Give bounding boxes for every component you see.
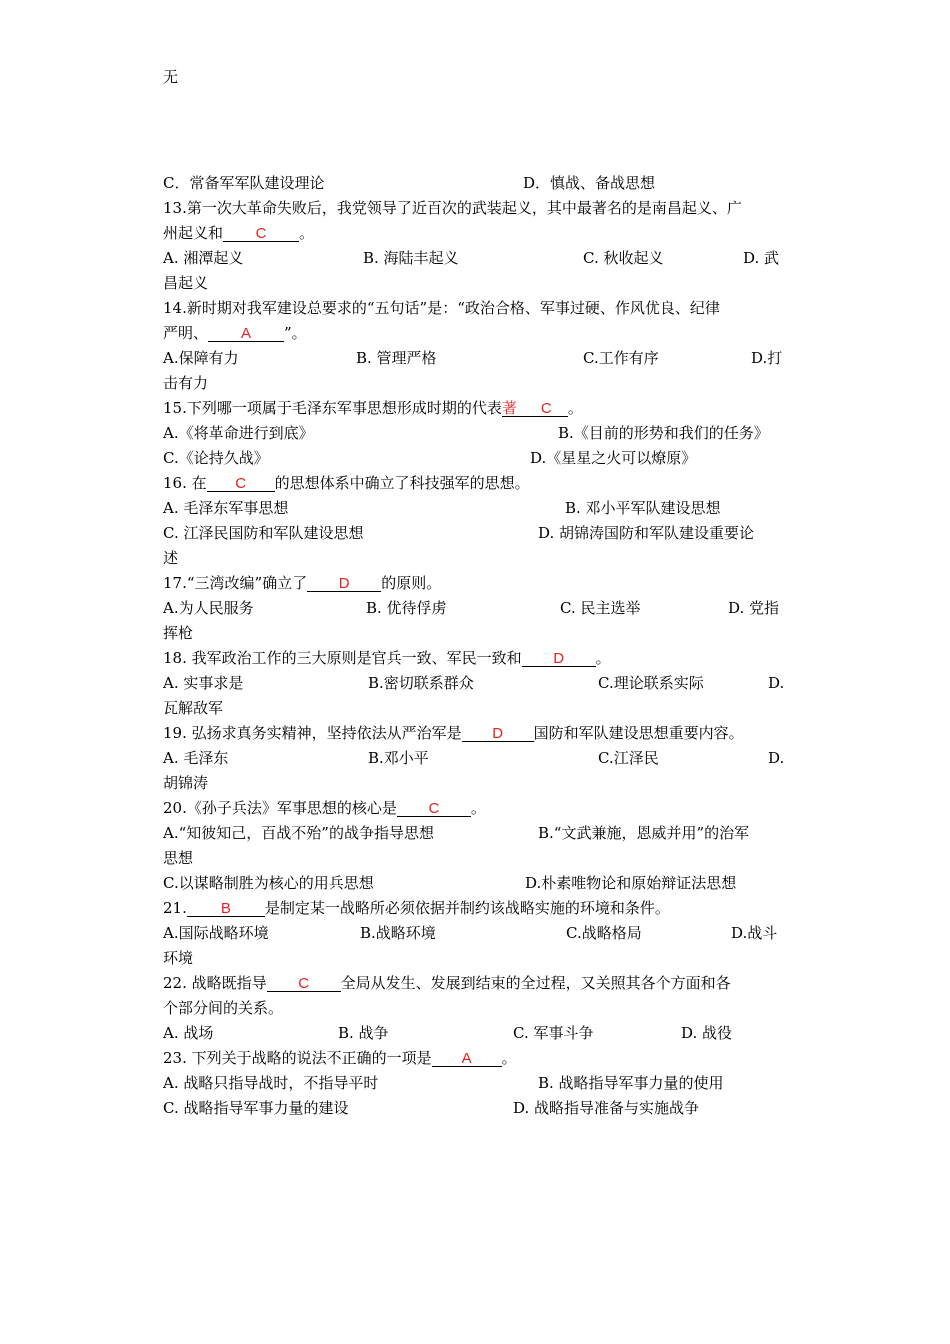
- top-fragment: 无: [163, 68, 179, 86]
- q23-option-b: B. 战略指导军事力量的使用: [538, 1074, 724, 1092]
- q17-option-c: C. 民主选举: [560, 599, 641, 617]
- q18-option-b: B.密切联系群众: [368, 674, 474, 692]
- q14-stem-line2: 严明、 A ”。: [163, 324, 307, 342]
- q20-option-b-wrap: 思想: [163, 849, 194, 867]
- q14-option-c: C.工作有序: [583, 349, 659, 367]
- q20-answer: C: [428, 800, 440, 817]
- answer-blank: [502, 398, 568, 417]
- q15-option-c: C.《论持久战》: [163, 449, 269, 467]
- q22-option-b: B. 战争: [338, 1024, 389, 1042]
- q22-stem-line1: 22. 战略既指导 C 全局从发生、发展到结束的全过程，又关照其各个方面和各: [163, 974, 731, 992]
- q14-answer: A: [241, 325, 252, 342]
- q22-option-d: D. 战役: [681, 1024, 733, 1042]
- answer-blank: [522, 648, 596, 667]
- q16-option-d-wrap: 述: [163, 549, 179, 567]
- q17-option-a: A.为人民服务: [163, 599, 254, 617]
- q23-options-row2: [163, 1098, 700, 1118]
- answer-blank: [223, 223, 299, 242]
- q23-stem: 23. 下列关于战略的说法不正确的一项是 A 。: [163, 1049, 517, 1067]
- q18-options: [163, 673, 785, 693]
- q13-stem-line1: 13.第一次大革命失败后，我党领导了近百次的武装起义，其中最著名的是南昌起义、广: [163, 199, 742, 217]
- q20-option-d: D.朴素唯物论和原始辩证法思想: [525, 874, 737, 892]
- q21-option-c: C.战略格局: [566, 924, 642, 942]
- q18-option-c: C.理论联系实际: [598, 674, 704, 692]
- q20-stem: 20.《孙子兵法》军事思想的核心是 C 。: [163, 799, 486, 817]
- q15-option-b: B.《目前的形势和我们的任务》: [558, 424, 769, 442]
- q13-option-d: D. 武: [743, 249, 780, 267]
- q14-option-d-wrap: 击有力: [163, 374, 209, 392]
- q19-stem: 19. 弘扬求真务实精神，坚持依法从严治军是 D 国防和军队建设思想重要内容。: [163, 724, 744, 742]
- q19-option-d: D.: [768, 749, 785, 767]
- q16-answer: C: [235, 475, 247, 492]
- q20-options-row2: [163, 873, 737, 893]
- q20-options-row1: [163, 823, 750, 843]
- q13-options: [163, 248, 780, 268]
- q19-option-b: B.邓小平: [368, 749, 429, 767]
- q15-stem: 15.下列哪一项属于毛泽东军事思想形成时期的代表著 C 。: [163, 399, 583, 417]
- answer-blank: [462, 723, 534, 742]
- q16-options-row1: [163, 498, 721, 518]
- q17-options: [163, 598, 780, 618]
- q17-answer: D: [338, 575, 350, 592]
- q23-option-c: C. 战略指导军事力量的建设: [163, 1099, 349, 1117]
- q13-option-b: B. 海陆丰起义: [363, 249, 459, 267]
- q17-option-b: B. 优待俘虏: [366, 599, 447, 617]
- q21-stem: 21. B 是制定某一战略所必须依据并制约该战略实施的环境和条件。: [163, 899, 670, 917]
- answer-blank: [187, 898, 265, 917]
- q16-stem: 16. 在 C 的思想体系中确立了科技强军的思想。: [163, 474, 530, 492]
- q14-option-a: A.保障有力: [163, 349, 239, 367]
- q22-option-a: A. 战场: [163, 1024, 214, 1042]
- q20-option-b: B.“文武兼施，恩威并用”的治军: [538, 824, 750, 842]
- q15-options-row2: [163, 448, 697, 468]
- q18-option-a: A. 实事求是: [163, 674, 244, 692]
- q13-stem-line2: 州起义和 C 。: [163, 224, 315, 242]
- q21-answer: B: [220, 900, 231, 917]
- q15-red-char: 著: [501, 400, 517, 417]
- q19-options: [163, 748, 785, 768]
- q14-option-b: B. 管理严格: [356, 349, 437, 367]
- q17-stem: 17.“三湾改编”确立了 D 的原则。: [163, 574, 442, 592]
- q19-option-d-wrap: 胡锦涛: [163, 774, 209, 792]
- q16-option-b: B. 邓小平军队建设思想: [565, 499, 721, 517]
- q16-option-d: D. 胡锦涛国防和军队建设重要论: [538, 524, 755, 542]
- q21-option-d-wrap: 环境: [163, 949, 194, 967]
- q18-option-d: D.: [768, 674, 785, 692]
- q15-option-a: A.《将革命进行到底》: [163, 424, 314, 442]
- q16-option-a: A. 毛泽东军事思想: [163, 499, 289, 517]
- q12-option-c: C．常备军军队建设理论: [163, 174, 325, 192]
- q16-options-row2: [163, 523, 755, 543]
- answer-blank: [432, 1048, 502, 1067]
- q13-option-a: A. 湘潭起义: [163, 249, 244, 267]
- q15-answer: C: [540, 400, 552, 417]
- q13-option-d-wrap: 昌起义: [163, 274, 209, 292]
- answer-blank: [267, 973, 341, 992]
- q17-option-d: D. 党指: [728, 599, 780, 617]
- q21-options: [163, 923, 778, 943]
- q21-option-d: D.战斗: [731, 924, 778, 942]
- q14-options: [163, 348, 783, 368]
- answer-blank: [397, 798, 471, 817]
- q19-option-a: A. 毛泽东: [163, 749, 229, 767]
- q19-answer: D: [492, 725, 504, 742]
- answer-blank: [307, 573, 381, 592]
- q22-option-c: C. 军事斗争: [513, 1024, 594, 1042]
- q23-options-row1: [163, 1073, 724, 1093]
- q22-stem-line2: 个部分间的关系。: [163, 999, 284, 1017]
- q15-options-row1: [163, 423, 769, 443]
- q23-option-d: D. 战略指导准备与实施战争: [513, 1099, 700, 1117]
- q20-option-a: A.“知彼知己，百战不殆”的战争指导思想: [163, 824, 434, 842]
- q15-option-d: D.《星星之火可以燎原》: [530, 449, 697, 467]
- answer-blank: [208, 323, 284, 342]
- q22-answer: C: [298, 975, 310, 992]
- q23-option-a: A. 战略只指导战时，不指导平时: [163, 1074, 379, 1092]
- q16-option-c: C. 江泽民国防和军队建设思想: [163, 524, 364, 542]
- q22-options: [163, 1023, 733, 1043]
- q14-option-d: D.打: [751, 349, 783, 367]
- q17-option-d-wrap: 挥枪: [163, 624, 194, 642]
- q12-option-d: D．慎战、备战思想: [523, 174, 656, 192]
- answer-blank: [207, 473, 275, 492]
- q21-option-a: A.国际战略环境: [163, 924, 269, 942]
- q19-option-c: C.江泽民: [598, 749, 659, 767]
- q18-stem: 18. 我军政治工作的三大原则是官兵一致、军民一致和 D 。: [163, 649, 611, 667]
- q12-options: [163, 173, 656, 193]
- q18-answer: D: [553, 650, 565, 667]
- q13-option-c: C. 秋收起义: [583, 249, 664, 267]
- q14-stem-line1: 14.新时期对我军建设总要求的“五句话”是：“政治合格、军事过硬、作风优良、纪律: [163, 299, 720, 317]
- q21-option-b: B.战略环境: [360, 924, 436, 942]
- q23-answer: A: [461, 1050, 472, 1067]
- q18-option-d-wrap: 瓦解敌军: [163, 699, 224, 717]
- q13-answer: C: [255, 225, 267, 242]
- q20-option-c: C.以谋略制胜为核心的用兵思想: [163, 874, 374, 892]
